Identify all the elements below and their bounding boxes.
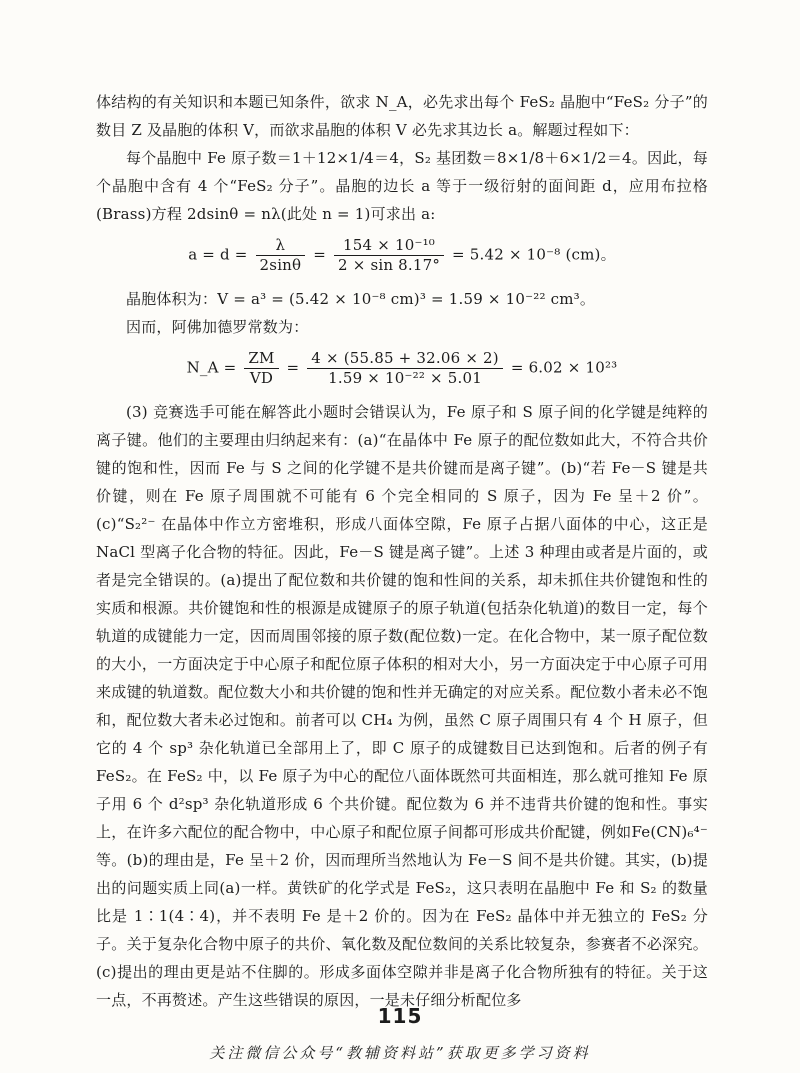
- eq2-fraction-2: [307, 349, 503, 388]
- footer-note: 关注微信公众号“教辅资料站”获取更多学习资料: [209, 1044, 591, 1062]
- eq2-f2-denominator: 1.59 × 10⁻²² × 5.01: [328, 369, 482, 387]
- body-text: [96, 88, 708, 1014]
- intro-paragraph: 体结构的有关知识和本题已知条件，欲求 N_A，必先求出每个 FeS₂ 晶胞中“FeS₂ 分子”的数目 Z 及晶胞的体积 V，而欲求晶胞的体积 V 必先求其边长 a。解题过程如下：: [96, 93, 708, 139]
- eq2-equals: =: [286, 358, 300, 377]
- eq2-rhs: = 6.02 × 10²³: [510, 358, 618, 377]
- eq1-f1-numerator: λ: [256, 236, 306, 256]
- eq2-fraction-1: [244, 349, 278, 388]
- equation-avogadro: [96, 349, 708, 388]
- eq1-equals: =: [313, 245, 327, 264]
- equation-edge-length: [96, 236, 708, 275]
- discussion-paragraph: (3) 竞赛选手可能在解答此小题时会错误认为，Fe 原子和 S 原子间的化学键是纯粹的离子键。他们的主要理由归纳起来有：(a)“在晶体中 Fe 原子的配位数如此大，不符合共价键的饱和性，因而 Fe 与 S 之间的化学键不是共价键而是离子键”。(b)“若 Fe－S 键是共价键，则在 Fe 原子周围就不可能有 6 个完全相同的 S 原子，因为 Fe 呈＋2 价”。(c)“S₂²⁻ 在晶体中作立方密堆积，形成八面体空隙，Fe 原子占据八面体的中心，这正是 NaCl 型离子化合物的特征。因此，Fe－S 键是离子键”。上述 3 种理由或者是片面的，或者是完全错误的。(a)提出了配位数和共价键的饱和性间的关系，却未抓住共价键饱和性的实质和根源。共价键饱和性的根源是成键原子的原子轨道(包括杂化轨道)的数目一定，每个轨道的成键能力一定，因而周围邻接的原子数(配位数)一定。在化合物中，某一原子配位数的大小，一方面决定于中心原子和配位原子体积的相对大小，另一方面决定于中心原子可用来成键的轨道数。配位数大小和共价键的饱和性并无确定的对应关系。配位数小者未必不饱和，配位数大者未必过饱和。前者可以 CH₄ 为例，虽然 C 原子周围只有 4 个 H 原子，但它的 4 个 sp³ 杂化轨道已全部用上了，即 C 原子的成键数目已达到饱和。后者的例子有 FeS₂。在 FeS₂ 中，以 Fe 原子为中心的配位八面体既然可共面相连，那么就可推知 Fe 原子用 6 个 d²sp³ 杂化轨道形成 6 个共价键。配位数为 6 并不违背共价键的饱和性。事实上，在许多六配位的配合物中，中心原子和配位原子间都可形成共价配键，例如Fe(CN)₆⁴⁻等。(b)的理由是，Fe 呈＋2 价，因而理所当然地认为 Fe－S 间不是共价键。其实，(b)提出的问题实质上同(a)一样。黄铁矿的化学式是 FeS₂，这只表明在晶胞中 Fe 和 S₂ 的数量比是 1∶1(4∶4)，并不表明 Fe 是＋2 价的。因为在 FeS₂ 晶体中并无独立的 FeS₂ 分子。关于复杂化合物中原子的共价、氧化数及配位数间的关系比较复杂，参赛者不必深究。(c)提出的理由更是站不住脚的。形成多面体空隙并非是离子化合物所独有的特征。关于这一点，不再赘述。产生这些错误的原因，一是未仔细分析配位多: [96, 403, 708, 1009]
- eq1-rhs: = 5.42 × 10⁻⁸ (cm)。: [452, 245, 616, 264]
- eq2-f1-numerator: ZM: [244, 349, 278, 369]
- eq1-fraction-1: [256, 236, 306, 275]
- page-number: 115: [377, 1004, 423, 1028]
- eq1-fraction-2: [334, 236, 444, 275]
- volume-line: 晶胞体积为：V = a³ = (5.42 × 10⁻⁸ cm)³ = 1.59 × 10⁻²² cm³。: [126, 290, 596, 308]
- avogadro-line: 因而，阿佛加德罗常数为：: [126, 318, 309, 336]
- eq1-f2-denominator: 2 × sin 8.17°: [338, 256, 441, 274]
- eq1-f2-numerator: 154 × 10⁻¹⁰: [334, 236, 444, 256]
- eq2-lhs: N_A =: [186, 358, 237, 377]
- atom-count-paragraph: 每个晶胞中 Fe 原子数＝1＋12×1/4＝4，S₂ 基团数＝8×1/8＋6×1/2＝4。因此，每个晶胞中含有 4 个“FeS₂ 分子”。晶胞的边长 a 等于一级衍射的面间距 d，应用布拉格(Brass)方程 2dsinθ = nλ(此处 n = 1)可求出 a:: [96, 149, 708, 223]
- eq2-f2-numerator: 4 × (55.85 + 32.06 × 2): [307, 349, 503, 369]
- eq1-f1-denominator: 2sinθ: [259, 256, 302, 274]
- eq1-lhs: a = d =: [188, 245, 248, 264]
- eq2-f1-denominator: VD: [249, 369, 274, 387]
